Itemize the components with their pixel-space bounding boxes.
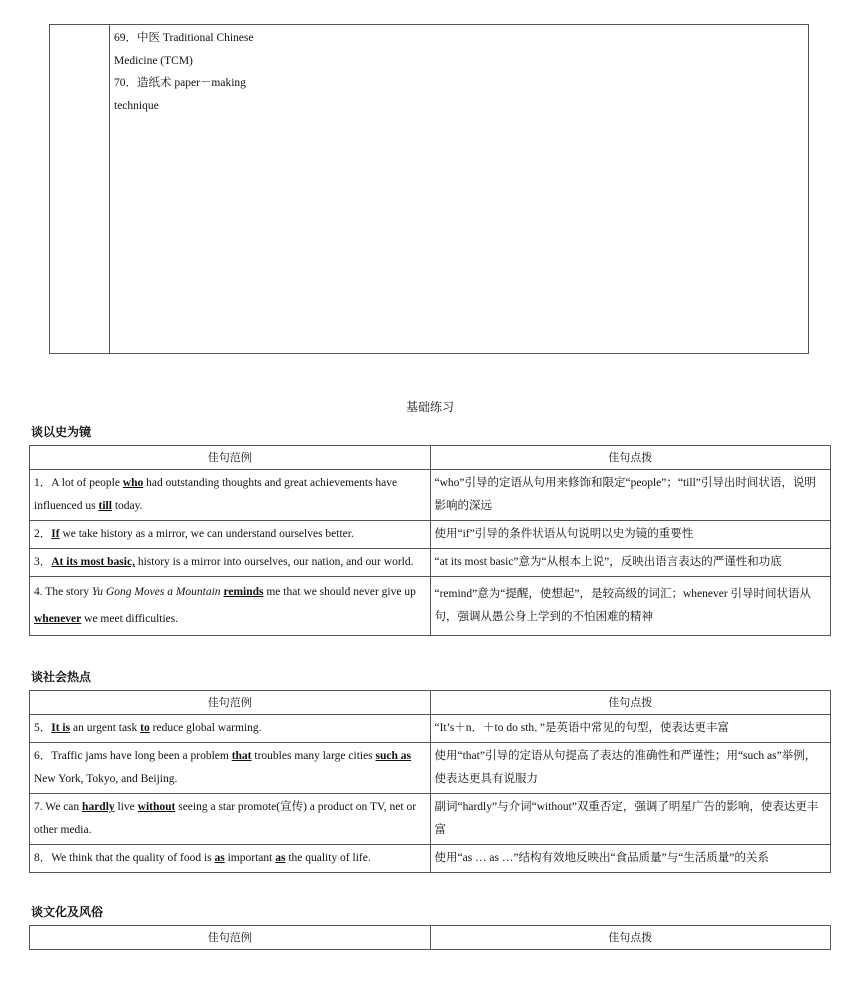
text-segment: seeing a star promote(宣传) a product on TV, net or other media.: [34, 801, 417, 836]
example-table-history: [29, 445, 831, 636]
text-segment: 6．Traffic jams have long been a problem: [34, 750, 232, 762]
text-segment: 4. The story: [34, 586, 92, 598]
comment-cell: 使用“if”引导的条件状语从句说明以史为镜的重要性: [430, 521, 831, 549]
keyword: that: [231, 750, 252, 762]
title-italic: Yu Gong Moves a Mountain: [91, 586, 221, 598]
vocab-line: 69．中医 Traditional Chinese: [114, 32, 254, 44]
keyword: whenever: [34, 613, 82, 625]
text-segment: the quality of life.: [285, 852, 371, 864]
text-segment: live: [114, 801, 138, 813]
keyword: At its most basic,: [51, 556, 135, 568]
keyword: If: [51, 528, 60, 540]
text-segment: we take history as a mirror, we can understand ourselves better.: [59, 528, 354, 540]
text-segment: troubles many large cities: [251, 750, 376, 762]
example-cell: [30, 549, 431, 577]
keyword: such as: [375, 750, 412, 762]
vocab-line: technique: [114, 99, 159, 112]
section-heading-social: 谈社会热点: [31, 670, 92, 684]
section-heading-culture: 谈文化及风俗: [31, 905, 104, 919]
section-title: 基础练习: [405, 400, 454, 414]
vocab-line: 70．造纸术 paper－making: [114, 77, 246, 89]
header-comment: 佳句点拨: [430, 691, 831, 715]
example-cell: [30, 743, 431, 794]
text-segment: 3．: [34, 556, 52, 568]
keyword: as: [275, 852, 286, 864]
table-row: [30, 794, 831, 845]
text-segment: 7. We can: [34, 801, 83, 813]
example-cell: [30, 521, 431, 549]
text-segment: 8．We think that the quality of food is: [34, 852, 215, 864]
comment-cell: 副词“hardly”与介词“without”双重否定，强调了明星广告的影响，使表达更丰富: [430, 794, 831, 845]
table-header-row: [30, 926, 831, 950]
comment-cell: 使用“as … as …”结构有效地反映出“食品质量”与“生活质量”的关系: [430, 845, 831, 873]
header-example: 佳句范例: [30, 446, 431, 470]
table-header-row: [30, 446, 831, 470]
comment-cell: “at its most basic”意为“从根本上说”，反映出语言表达的严谨性和功底: [430, 549, 831, 577]
vocab-table-continuation: [49, 24, 809, 354]
comment-cell: “who”引导的定语从句用来修饰和限定“people”；“till”引导出时间状语，说明影响的深远: [430, 470, 831, 521]
text-segment: today.: [111, 500, 143, 512]
table-row: [30, 845, 831, 873]
keyword: without: [137, 801, 176, 813]
keyword: to: [140, 722, 150, 734]
example-table-culture: [29, 925, 831, 950]
table-row: [30, 743, 831, 794]
text-segment: important: [224, 852, 276, 864]
keyword: till: [98, 500, 112, 512]
text-segment: me that we should never give up: [263, 586, 416, 598]
header-example: 佳句范例: [30, 926, 431, 950]
example-cell: [30, 577, 431, 636]
section-heading-history: 谈以史为镜: [31, 425, 92, 439]
example-cell: [30, 794, 431, 845]
table-row: [30, 521, 831, 549]
text-segment: had outstanding thoughts and great achievements have influenced us: [34, 477, 398, 512]
keyword: reminds: [223, 586, 264, 598]
example-cell: [30, 845, 431, 873]
vocab-lines: [114, 27, 254, 117]
text-segment: 2．: [34, 528, 52, 540]
text-segment: an urgent task: [70, 722, 141, 734]
keyword: who: [122, 477, 144, 489]
header-comment: 佳句点拨: [430, 926, 831, 950]
text-segment: we meet difficulties.: [81, 613, 179, 625]
table-row: [30, 715, 831, 743]
vocab-table-left-column: [50, 25, 110, 353]
comment-cell: “remind”意为“提醒，使想起”，是较高级的词汇；whenever 引导时间状语从句，强调从愚公身上学到的不怕困难的精神: [430, 577, 831, 636]
header-example: 佳句范例: [30, 691, 431, 715]
vocab-line: Medicine (TCM): [114, 54, 193, 67]
table-row: [30, 577, 831, 636]
keyword: hardly: [82, 801, 115, 813]
example-cell: [30, 470, 431, 521]
text-segment: New York, Tokyo, and Beijing.: [34, 773, 178, 785]
example-cell: [30, 715, 431, 743]
example-table-social: [29, 690, 831, 873]
comment-cell: “It’s＋n．＋to do sth．”是英语中常见的句型，使表达更丰富: [430, 715, 831, 743]
text-segment: history is a mirror into ourselves, our nation, and our world.: [134, 556, 414, 568]
table-row: [30, 549, 831, 577]
table-header-row: [30, 691, 831, 715]
text-segment: 1．A lot of people: [34, 477, 123, 489]
text-segment: 5．: [34, 722, 52, 734]
header-comment: 佳句点拨: [430, 446, 831, 470]
comment-cell: 使用“that”引导的定语从句提高了表达的准确性和严谨性；用“such as”举例，使表达更具有说服力: [430, 743, 831, 794]
keyword: It is: [51, 722, 71, 734]
text-segment: reduce global warming.: [149, 722, 262, 734]
keyword: as: [214, 852, 225, 864]
table-row: [30, 470, 831, 521]
